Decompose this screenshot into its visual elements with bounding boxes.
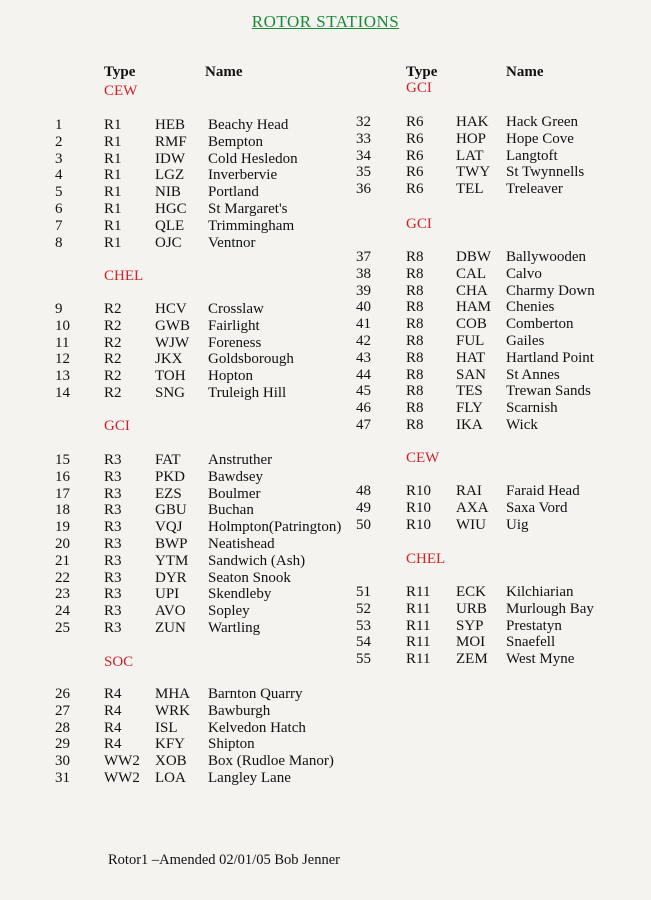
station-code: SYP	[456, 617, 484, 634]
station-number: 48	[356, 483, 371, 499]
station-number: 35	[356, 164, 371, 181]
station-number: 49	[356, 499, 371, 516]
station-type: R3	[104, 620, 122, 636]
station-code: HAM	[456, 299, 492, 316]
station-type: R4	[104, 686, 122, 702]
station-type: R2	[104, 385, 122, 401]
station-code: HGC	[155, 201, 187, 217]
station-type: R1	[104, 217, 122, 234]
station-name: Trimmingham	[208, 217, 295, 234]
group-label: CHEL	[406, 551, 446, 567]
station-name: Gailes	[506, 333, 545, 349]
station-name: Portland	[208, 184, 259, 201]
station-number: 18	[55, 502, 70, 519]
station-type: R1	[104, 201, 122, 217]
station-type: R1	[104, 234, 122, 251]
station-code: GBU	[155, 502, 187, 519]
station-number: 46	[356, 400, 371, 417]
station-name: Trewan Sands	[506, 383, 591, 400]
station-code: HAK	[456, 114, 489, 130]
station-number: 20	[55, 536, 70, 552]
station-type: R6	[406, 181, 424, 198]
station-code: XOB	[155, 753, 187, 770]
station-code: MHA	[155, 686, 191, 702]
station-name: Buchan	[208, 502, 254, 519]
station-name: Shipton	[208, 736, 255, 753]
station-type: R8	[406, 349, 424, 366]
station-name: Truleigh Hill	[208, 385, 287, 401]
station-type: R8	[406, 249, 424, 265]
station-code: HOP	[456, 130, 487, 147]
right-type-header: Type	[406, 64, 438, 80]
station-code: COB	[456, 316, 487, 333]
station-type: R4	[104, 702, 122, 719]
station-code: UPI	[155, 586, 180, 603]
station-type: R6	[406, 147, 424, 164]
station-code: WJW	[155, 334, 190, 351]
station-type: R4	[104, 736, 122, 753]
station-code: AVO	[155, 603, 186, 620]
station-number: 54	[356, 634, 371, 651]
station-type: R1	[104, 150, 122, 167]
station-type: R3	[104, 485, 122, 502]
station-number: 5	[55, 184, 63, 201]
station-name: Barnton Quarry	[208, 686, 303, 702]
right-name-header: Name	[506, 64, 544, 80]
station-code: TES	[456, 383, 483, 400]
station-type: R6	[406, 114, 424, 130]
station-name: Hack Green	[506, 114, 579, 130]
station-number: 34	[356, 147, 371, 164]
station-number: 43	[356, 349, 371, 366]
station-number: 41	[356, 316, 371, 333]
station-type: R11	[406, 634, 431, 651]
station-number: 39	[356, 282, 371, 299]
page-title: ROTOR STATIONS	[251, 12, 400, 31]
station-number: 31	[55, 770, 70, 786]
station-name: Bempton	[208, 133, 263, 150]
station-code: TEL	[456, 181, 484, 198]
station-name: Fairlight	[208, 317, 260, 334]
station-number: 47	[356, 417, 371, 433]
station-name: Holmpton(Patrington)	[208, 519, 342, 536]
station-code: HEB	[155, 117, 185, 133]
station-code: LAT	[456, 147, 484, 164]
station-name: Skendleby	[208, 586, 272, 603]
station-name: Hartland Point	[506, 349, 594, 366]
station-code: CAL	[456, 265, 486, 282]
station-code: PKD	[155, 468, 186, 485]
station-type: R8	[406, 383, 424, 400]
station-name: Saxa Vord	[506, 499, 568, 516]
station-code: ECK	[456, 584, 486, 600]
station-code: YTM	[155, 552, 189, 569]
station-code: RAI	[456, 483, 482, 499]
station-type: R8	[406, 282, 424, 299]
station-type: R10	[406, 499, 432, 516]
station-code: EZS	[155, 485, 182, 502]
station-name: Boulmer	[208, 485, 261, 502]
station-code: DBW	[456, 249, 491, 265]
station-name: Wick	[506, 417, 538, 433]
station-name: Kelvedon Hatch	[208, 719, 306, 736]
station-number: 7	[55, 217, 63, 234]
station-name: Langtoft	[506, 147, 558, 164]
group-label: CEW	[406, 450, 440, 466]
station-type: R8	[406, 366, 424, 383]
station-code: SAN	[456, 366, 487, 383]
station-name: Kilchiarian	[506, 584, 574, 600]
station-code: LOA	[155, 770, 186, 786]
station-number: 21	[55, 552, 70, 569]
station-number: 25	[55, 620, 70, 636]
station-code: BWP	[155, 536, 188, 552]
station-number: 50	[356, 516, 371, 533]
station-number: 29	[55, 736, 70, 753]
station-type: R2	[104, 334, 122, 351]
station-number: 53	[356, 617, 371, 634]
station-type: R8	[406, 299, 424, 316]
station-type: R8	[406, 333, 424, 349]
station-type: R2	[104, 317, 122, 334]
station-number: 42	[356, 333, 371, 349]
station-code: HAT	[456, 349, 486, 366]
station-name: Goldsborough	[208, 351, 294, 368]
station-type: R8	[406, 316, 424, 333]
station-type: R3	[104, 468, 122, 485]
station-name: Crosslaw	[208, 301, 264, 317]
station-name: Scarnish	[506, 400, 558, 417]
station-code: CHA	[456, 282, 488, 299]
station-name: Faraid Head	[506, 483, 580, 499]
station-code: RMF	[155, 133, 187, 150]
station-number: 19	[55, 519, 70, 536]
station-code: IDW	[155, 150, 185, 167]
station-name: Anstruther	[208, 452, 273, 468]
station-type: R1	[104, 133, 122, 150]
group-label: SOC	[104, 654, 134, 670]
station-number: 33	[356, 130, 371, 147]
station-type: R3	[104, 569, 122, 586]
station-type: R8	[406, 400, 424, 417]
station-number: 44	[356, 366, 371, 383]
group-label: GCI	[104, 418, 130, 434]
station-name: St Annes	[506, 366, 560, 383]
station-name: Sopley	[208, 603, 250, 620]
station-type: R2	[104, 301, 122, 317]
station-type: R3	[104, 603, 122, 620]
station-type: R3	[104, 552, 122, 569]
group-label: CHEL	[104, 268, 144, 284]
station-code: KFY	[155, 736, 186, 753]
station-type: R4	[104, 719, 122, 736]
station-name: Snaefell	[506, 634, 556, 651]
station-type: R11	[406, 651, 431, 668]
group-label: GCI	[406, 80, 432, 96]
station-name: Wartling	[208, 620, 261, 636]
station-number: 3	[55, 150, 63, 167]
station-name: Uig	[506, 516, 529, 533]
station-name: Hope Cove	[506, 130, 574, 147]
station-type: R1	[104, 184, 122, 201]
station-code: AXA	[456, 499, 489, 516]
station-number: 2	[55, 133, 63, 150]
station-type: R1	[104, 117, 122, 133]
station-name: Hopton	[208, 368, 253, 385]
station-code: LGZ	[155, 167, 185, 184]
station-name: Neatishead	[208, 536, 275, 552]
station-code: ZUN	[155, 620, 186, 636]
station-name: Calvo	[506, 265, 542, 282]
station-number: 8	[55, 234, 63, 251]
station-number: 37	[356, 249, 371, 265]
station-type: R8	[406, 417, 424, 433]
station-name: Beachy Head	[208, 117, 289, 133]
station-name: Seaton Snook	[208, 569, 291, 586]
station-number: 30	[55, 753, 70, 770]
station-code: URB	[456, 600, 487, 617]
station-number: 52	[356, 600, 371, 617]
station-code: OJC	[155, 234, 182, 251]
station-type: R10	[406, 483, 432, 499]
station-type: R1	[104, 167, 122, 184]
station-code: FLY	[456, 400, 483, 417]
station-number: 40	[356, 299, 371, 316]
station-name: Box (Rudloe Manor)	[208, 753, 334, 770]
station-name: Chenies	[506, 299, 555, 316]
station-type: R3	[104, 452, 122, 468]
station-code: FUL	[456, 333, 485, 349]
left-type-header: Type	[104, 64, 136, 80]
station-name: St Twynnells	[506, 164, 585, 181]
station-number: 12	[55, 351, 70, 368]
station-code: ZEM	[456, 651, 488, 668]
station-number: 15	[55, 452, 70, 468]
station-number: 26	[55, 686, 70, 702]
station-code: NIB	[155, 184, 181, 201]
station-name: West Myne	[506, 651, 575, 668]
station-number: 16	[55, 468, 70, 485]
station-number: 28	[55, 719, 70, 736]
station-name: Langley Lane	[208, 770, 291, 786]
station-code: HCV	[155, 301, 187, 317]
station-code: MOI	[456, 634, 486, 651]
station-type: R11	[406, 600, 431, 617]
station-code: QLE	[155, 217, 185, 234]
station-name: Inverbervie	[208, 167, 278, 184]
station-code: WIU	[456, 516, 486, 533]
station-type: R2	[104, 351, 122, 368]
station-name: Charmy Down	[506, 282, 595, 299]
station-number: 4	[55, 167, 63, 184]
station-number: 38	[356, 265, 371, 282]
station-code: FAT	[155, 452, 181, 468]
station-type: R6	[406, 164, 424, 181]
footer-note: Rotor1 –Amended 02/01/05 Bob Jenner	[108, 852, 340, 868]
station-number: 24	[55, 603, 70, 620]
station-code: WRK	[155, 702, 190, 719]
station-name: Ventnor	[208, 234, 256, 251]
station-code: SNG	[155, 385, 186, 401]
station-code: IKA	[456, 417, 483, 433]
station-number: 13	[55, 368, 70, 385]
station-number: 55	[356, 651, 371, 668]
station-number: 1	[55, 117, 63, 133]
station-number: 14	[55, 385, 70, 401]
station-name: Comberton	[506, 316, 574, 333]
station-number: 11	[55, 334, 70, 351]
station-code: DYR	[155, 569, 187, 586]
station-number: 17	[55, 485, 70, 502]
station-name: Cold Hesledon	[208, 150, 298, 167]
station-type: R6	[406, 130, 424, 147]
station-type: R2	[104, 368, 122, 385]
station-code: ISL	[155, 719, 178, 736]
station-number: 6	[55, 201, 63, 217]
station-type: WW2	[104, 753, 140, 770]
left-name-header: Name	[205, 64, 243, 80]
station-number: 45	[356, 383, 371, 400]
station-code: VQJ	[155, 519, 183, 536]
station-code: TOH	[155, 368, 186, 385]
station-type: R8	[406, 265, 424, 282]
station-code: GWB	[155, 317, 190, 334]
station-name: Bawburgh	[208, 702, 271, 719]
station-number: 9	[55, 301, 63, 317]
station-type: R3	[104, 519, 122, 536]
station-number: 10	[55, 317, 70, 334]
station-number: 36	[356, 181, 371, 198]
station-number: 51	[356, 584, 371, 600]
station-number: 32	[356, 114, 371, 130]
station-number: 22	[55, 569, 70, 586]
station-type: R11	[406, 617, 431, 634]
station-name: Bawdsey	[208, 468, 263, 485]
station-number: 23	[55, 586, 70, 603]
station-number: 27	[55, 702, 70, 719]
station-type: R3	[104, 536, 122, 552]
station-type: R3	[104, 502, 122, 519]
station-type: R10	[406, 516, 432, 533]
station-name: Foreness	[208, 334, 262, 351]
station-type: WW2	[104, 770, 140, 786]
station-type: R11	[406, 584, 431, 600]
station-name: Murlough Bay	[506, 600, 594, 617]
group-label: CEW	[104, 83, 138, 99]
station-code: JKX	[155, 351, 183, 368]
group-label: GCI	[406, 216, 432, 232]
station-name: Treleaver	[506, 181, 563, 198]
station-name: St Margaret's	[208, 201, 288, 217]
station-name: Ballywooden	[506, 249, 586, 265]
station-name: Prestatyn	[506, 617, 562, 634]
station-type: R3	[104, 586, 122, 603]
station-name: Sandwich (Ash)	[208, 552, 306, 569]
station-code: TWY	[456, 164, 491, 181]
